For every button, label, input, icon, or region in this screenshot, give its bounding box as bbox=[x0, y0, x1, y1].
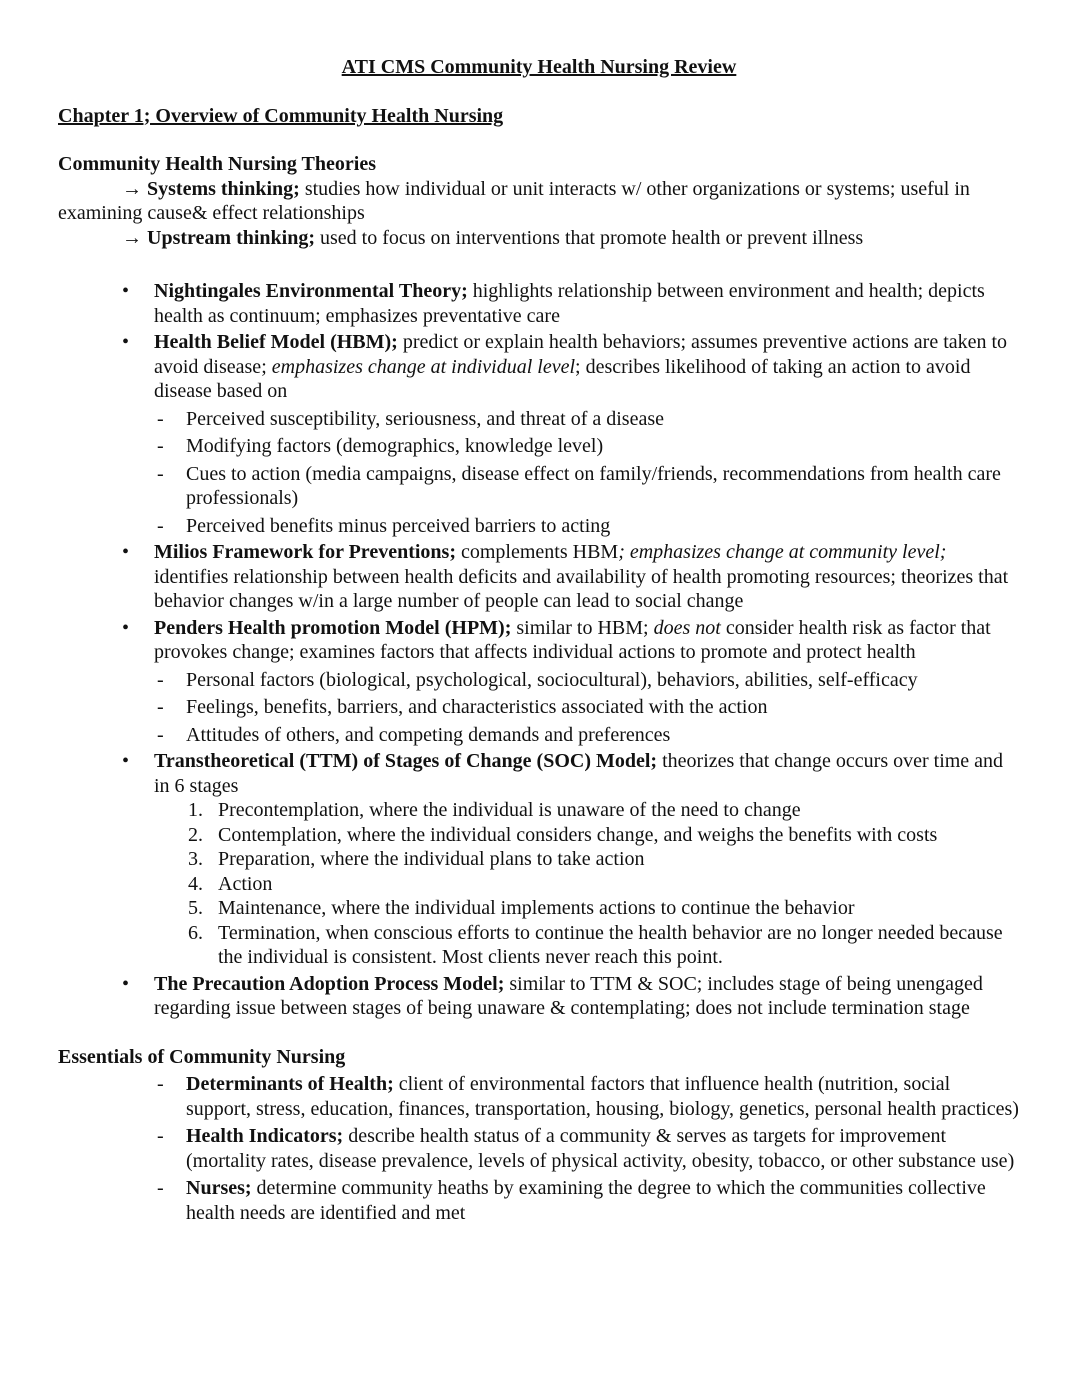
document-title: ATI CMS Community Health Nursing Review bbox=[341, 56, 737, 78]
arrow-icon: → bbox=[122, 226, 142, 249]
dash-item bbox=[58, 695, 1020, 720]
body-text: Perceived susceptibility, seriousness, and threat of a disease bbox=[186, 407, 665, 430]
dash-marker: - bbox=[157, 1125, 164, 1147]
body-text: Perceived benefits minus perceived barriers to acting bbox=[186, 514, 611, 537]
dash-marker: - bbox=[157, 1177, 164, 1199]
dash-marker: - bbox=[157, 696, 164, 718]
term-label: Health Belief Model (HBM); bbox=[154, 331, 398, 353]
arrow-icon: → bbox=[122, 177, 142, 200]
term-label: Nightingales Environmental Theory; bbox=[154, 280, 468, 302]
term-label: Transtheoretical (TTM) of Stages of Change (SOC) Model; bbox=[154, 750, 658, 772]
numbered-item bbox=[58, 798, 1020, 823]
body-text: client of environmental factors that influence health (nutrition, social support, stress, education, finances, transportation, housing, biology, genetics, personal health practices) bbox=[186, 1073, 1019, 1120]
body-text: predict or explain health behaviors; assumes preventive actions are taken to avoid disease; bbox=[154, 331, 1008, 378]
bullet-item bbox=[58, 330, 1020, 404]
dash-item bbox=[58, 514, 1020, 539]
body-text: describe health status of a community & serves as targets for improvement (mortality rates, disease prevalence, levels of physical activity, obesity, tobacco, or other substance use) bbox=[186, 1125, 1015, 1172]
body-text: Maintenance, where the individual implements actions to continue the behavior bbox=[218, 897, 855, 919]
term-label: Upstream thinking; bbox=[147, 226, 315, 249]
dash-marker: - bbox=[157, 1073, 164, 1095]
emphasis-text: ; emphasizes change at community level; bbox=[618, 541, 947, 563]
body-text: similar to HBM; bbox=[511, 616, 654, 639]
numbered-item bbox=[58, 921, 1020, 970]
dash-item bbox=[58, 1176, 1020, 1225]
term-label: Milios Framework for Preventions; bbox=[154, 541, 456, 563]
body-text: Preparation, where the individual plans to take action bbox=[218, 848, 645, 870]
bullet-icon: • bbox=[122, 972, 130, 995]
bullet-item bbox=[58, 279, 1020, 328]
numbered-item bbox=[58, 896, 1020, 921]
list-number: 4. bbox=[188, 872, 203, 895]
term-label: Systems thinking; bbox=[147, 177, 300, 200]
section-heading bbox=[58, 152, 1020, 177]
body-text: Action bbox=[218, 872, 273, 895]
body-text: Feelings, benefits, barriers, and characteristics associated with the action bbox=[186, 696, 768, 718]
dash-marker: - bbox=[157, 514, 164, 537]
dash-item bbox=[58, 723, 1020, 748]
body-text: Modifying factors (demographics, knowledge level) bbox=[186, 435, 604, 457]
list-number: 1. bbox=[188, 799, 203, 821]
gap bbox=[58, 1021, 1020, 1045]
dash-marker: - bbox=[157, 407, 164, 430]
body-text: Contemplation, where the individual considers change, and weighs the benefits with costs bbox=[218, 823, 938, 846]
list-number: 2. bbox=[188, 823, 203, 846]
dash-marker: - bbox=[157, 462, 164, 485]
dash-item bbox=[58, 1072, 1020, 1121]
body-text: determine community heaths by examining the degree to which the communities collective health needs are identified and met bbox=[186, 1177, 986, 1224]
term-label: Community Health Nursing Theories bbox=[58, 153, 376, 175]
body-text: highlights relationship between environment and health; depicts health as continuum; emphasizes preventative care bbox=[154, 280, 985, 327]
body-text: Termination, when conscious efforts to continue the health behavior are no longer needed because the individual is consistent. Most clients never reach this point. bbox=[218, 921, 1003, 968]
term-label: Nurses; bbox=[186, 1177, 252, 1199]
section-heading bbox=[58, 1045, 1020, 1070]
numbered-item bbox=[58, 872, 1020, 897]
bullet-item bbox=[58, 540, 1020, 614]
arrow-item bbox=[58, 226, 1020, 251]
body-text: Precontemplation, where the individual is unaware of the need to change bbox=[218, 799, 801, 821]
body-text: consider health risk as factor that provokes change; examines factors that affects individual actions to promote and protect health bbox=[154, 616, 991, 663]
list-number: 6. bbox=[188, 921, 203, 944]
body-text: Personal factors (biological, psychological, sociocultural), behaviors, abilities, self-efficacy bbox=[186, 668, 918, 691]
dash-item bbox=[58, 462, 1020, 511]
list-number: 5. bbox=[188, 897, 203, 919]
body-text: complements HBM bbox=[455, 541, 619, 563]
body-text: studies how individual or unit interacts w/ other organizations or systems; useful in examining cause& effect relationships bbox=[58, 177, 970, 224]
bullet-item bbox=[58, 616, 1020, 665]
term-label: Determinants of Health; bbox=[186, 1073, 394, 1095]
term-label: Penders Health promotion Model (HPM); bbox=[154, 616, 512, 639]
bullet-item bbox=[58, 972, 1020, 1021]
dash-item bbox=[58, 1124, 1020, 1173]
body-text: Attitudes of others, and competing demands and preferences bbox=[186, 723, 671, 746]
bullet-icon: • bbox=[122, 616, 130, 639]
dash-item bbox=[58, 434, 1020, 459]
spacer bbox=[58, 250, 1020, 277]
chapter-heading: Chapter 1; Overview of Community Health Nursing bbox=[58, 104, 504, 127]
body-text: ; describes likelihood of taking an action to avoid disease based on bbox=[154, 355, 971, 402]
body-text: Cues to action (media campaigns, disease effect on family/friends, recommendations from health care professionals) bbox=[186, 462, 1001, 509]
bullet-icon: • bbox=[122, 541, 130, 563]
bullet-icon: • bbox=[122, 331, 130, 353]
term-label: Essentials of Community Nursing bbox=[58, 1045, 346, 1068]
bullet-icon: • bbox=[122, 750, 130, 772]
arrow-item bbox=[58, 177, 1020, 226]
dash-marker: - bbox=[157, 668, 164, 691]
bullet-icon: • bbox=[122, 280, 130, 302]
bullet-item bbox=[58, 749, 1020, 798]
body-text: similar to TTM & SOC; includes stage of being unengaged regarding issue between stages of being unaware & contemplating; does not include termination stage bbox=[154, 972, 983, 1019]
emphasis-text: does not bbox=[653, 616, 721, 639]
dash-marker: - bbox=[157, 723, 164, 746]
list-number: 3. bbox=[188, 848, 203, 870]
body-text: identifies relationship between health deficits and availability of health promoting resources; theorizes that behavior changes w/in a large number of people can lead to social change bbox=[154, 565, 1009, 612]
dash-item bbox=[58, 668, 1020, 693]
term-label: Health Indicators; bbox=[186, 1125, 344, 1147]
numbered-item bbox=[58, 847, 1020, 872]
numbered-item bbox=[58, 823, 1020, 848]
document-body bbox=[58, 152, 1020, 1225]
emphasis-text: emphasizes change at individual level bbox=[271, 355, 576, 378]
body-text: theorizes that change occurs over time and in 6 stages bbox=[154, 750, 1004, 797]
body-text: used to focus on interventions that promote health or prevent illness bbox=[315, 226, 864, 249]
dash-item bbox=[58, 407, 1020, 432]
dash-marker: - bbox=[157, 435, 164, 457]
term-label: The Precaution Adoption Process Model; bbox=[154, 972, 505, 995]
